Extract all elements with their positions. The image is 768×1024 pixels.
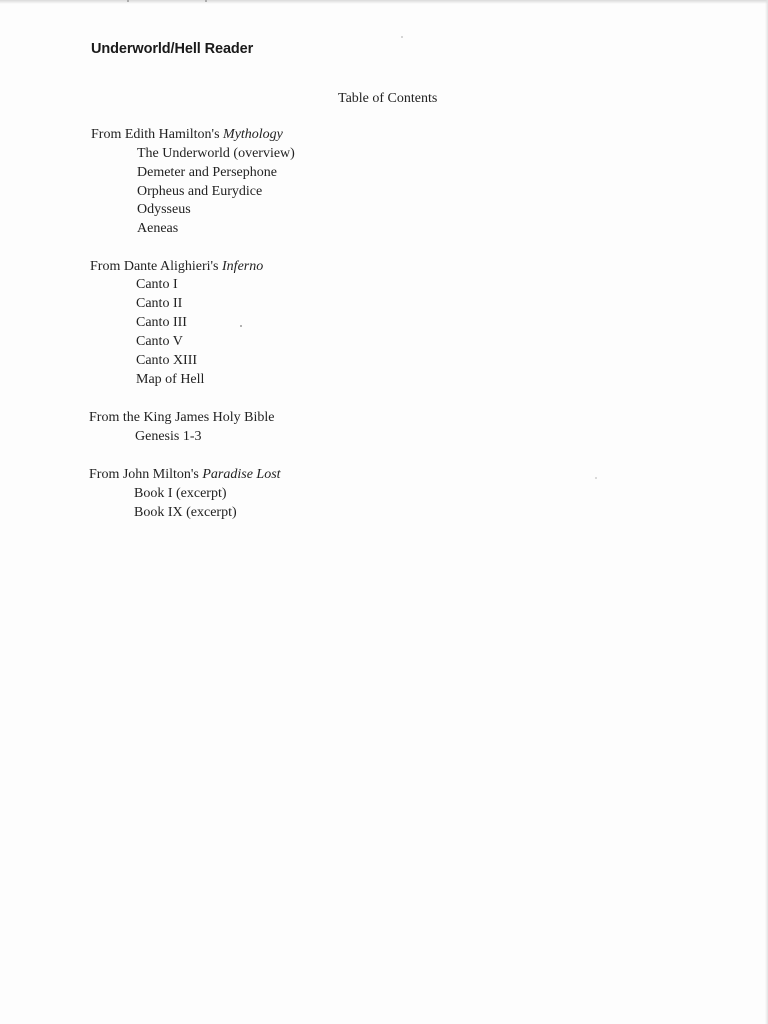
toc-entry: Book IX (excerpt) <box>134 505 237 520</box>
toc-entry: Canto XIII <box>136 353 198 368</box>
toc-entry: Genesis 1-3 <box>135 429 202 444</box>
toc-entry: Orpheus and Eurydice <box>137 184 263 199</box>
toc-entry: Map of Hell <box>136 372 205 387</box>
toc-entry: The Underworld (overview) <box>137 146 295 161</box>
scan-speck <box>205 0 207 2</box>
section-heading-dante <box>90 259 263 275</box>
scan-speck <box>240 325 242 327</box>
scan-speck <box>127 0 129 2</box>
toc-entry: Aeneas <box>137 221 179 236</box>
section-source: From Edith Hamilton's <box>91 127 224 142</box>
section-source: From Dante Alighieri's <box>90 259 223 274</box>
section-work-title: Paradise Lost <box>202 467 281 482</box>
toc-entry: Canto III <box>136 315 187 330</box>
section-source: From John Milton's <box>89 467 203 482</box>
toc-entry: Odysseus <box>137 202 191 217</box>
section-heading-milton <box>89 467 281 483</box>
section-heading-hamilton <box>91 127 283 143</box>
document-title: Underworld/Hell Reader <box>91 41 254 57</box>
section-work-title: Inferno <box>222 259 264 274</box>
section-heading-bible <box>89 410 275 426</box>
table-of-contents-heading: Table of Contents <box>338 91 438 106</box>
toc-entry: Canto I <box>136 277 178 292</box>
scan-edge-top <box>0 0 768 4</box>
section-source: From the King James Holy Bible <box>89 410 275 425</box>
scan-speck <box>401 36 403 38</box>
toc-entry: Canto II <box>136 296 183 311</box>
toc-entry: Canto V <box>136 334 183 349</box>
section-work-title: Mythology <box>223 127 283 142</box>
toc-entry: Book I (excerpt) <box>134 486 227 501</box>
scan-speck <box>595 477 597 479</box>
toc-entry: Demeter and Persephone <box>137 165 277 180</box>
